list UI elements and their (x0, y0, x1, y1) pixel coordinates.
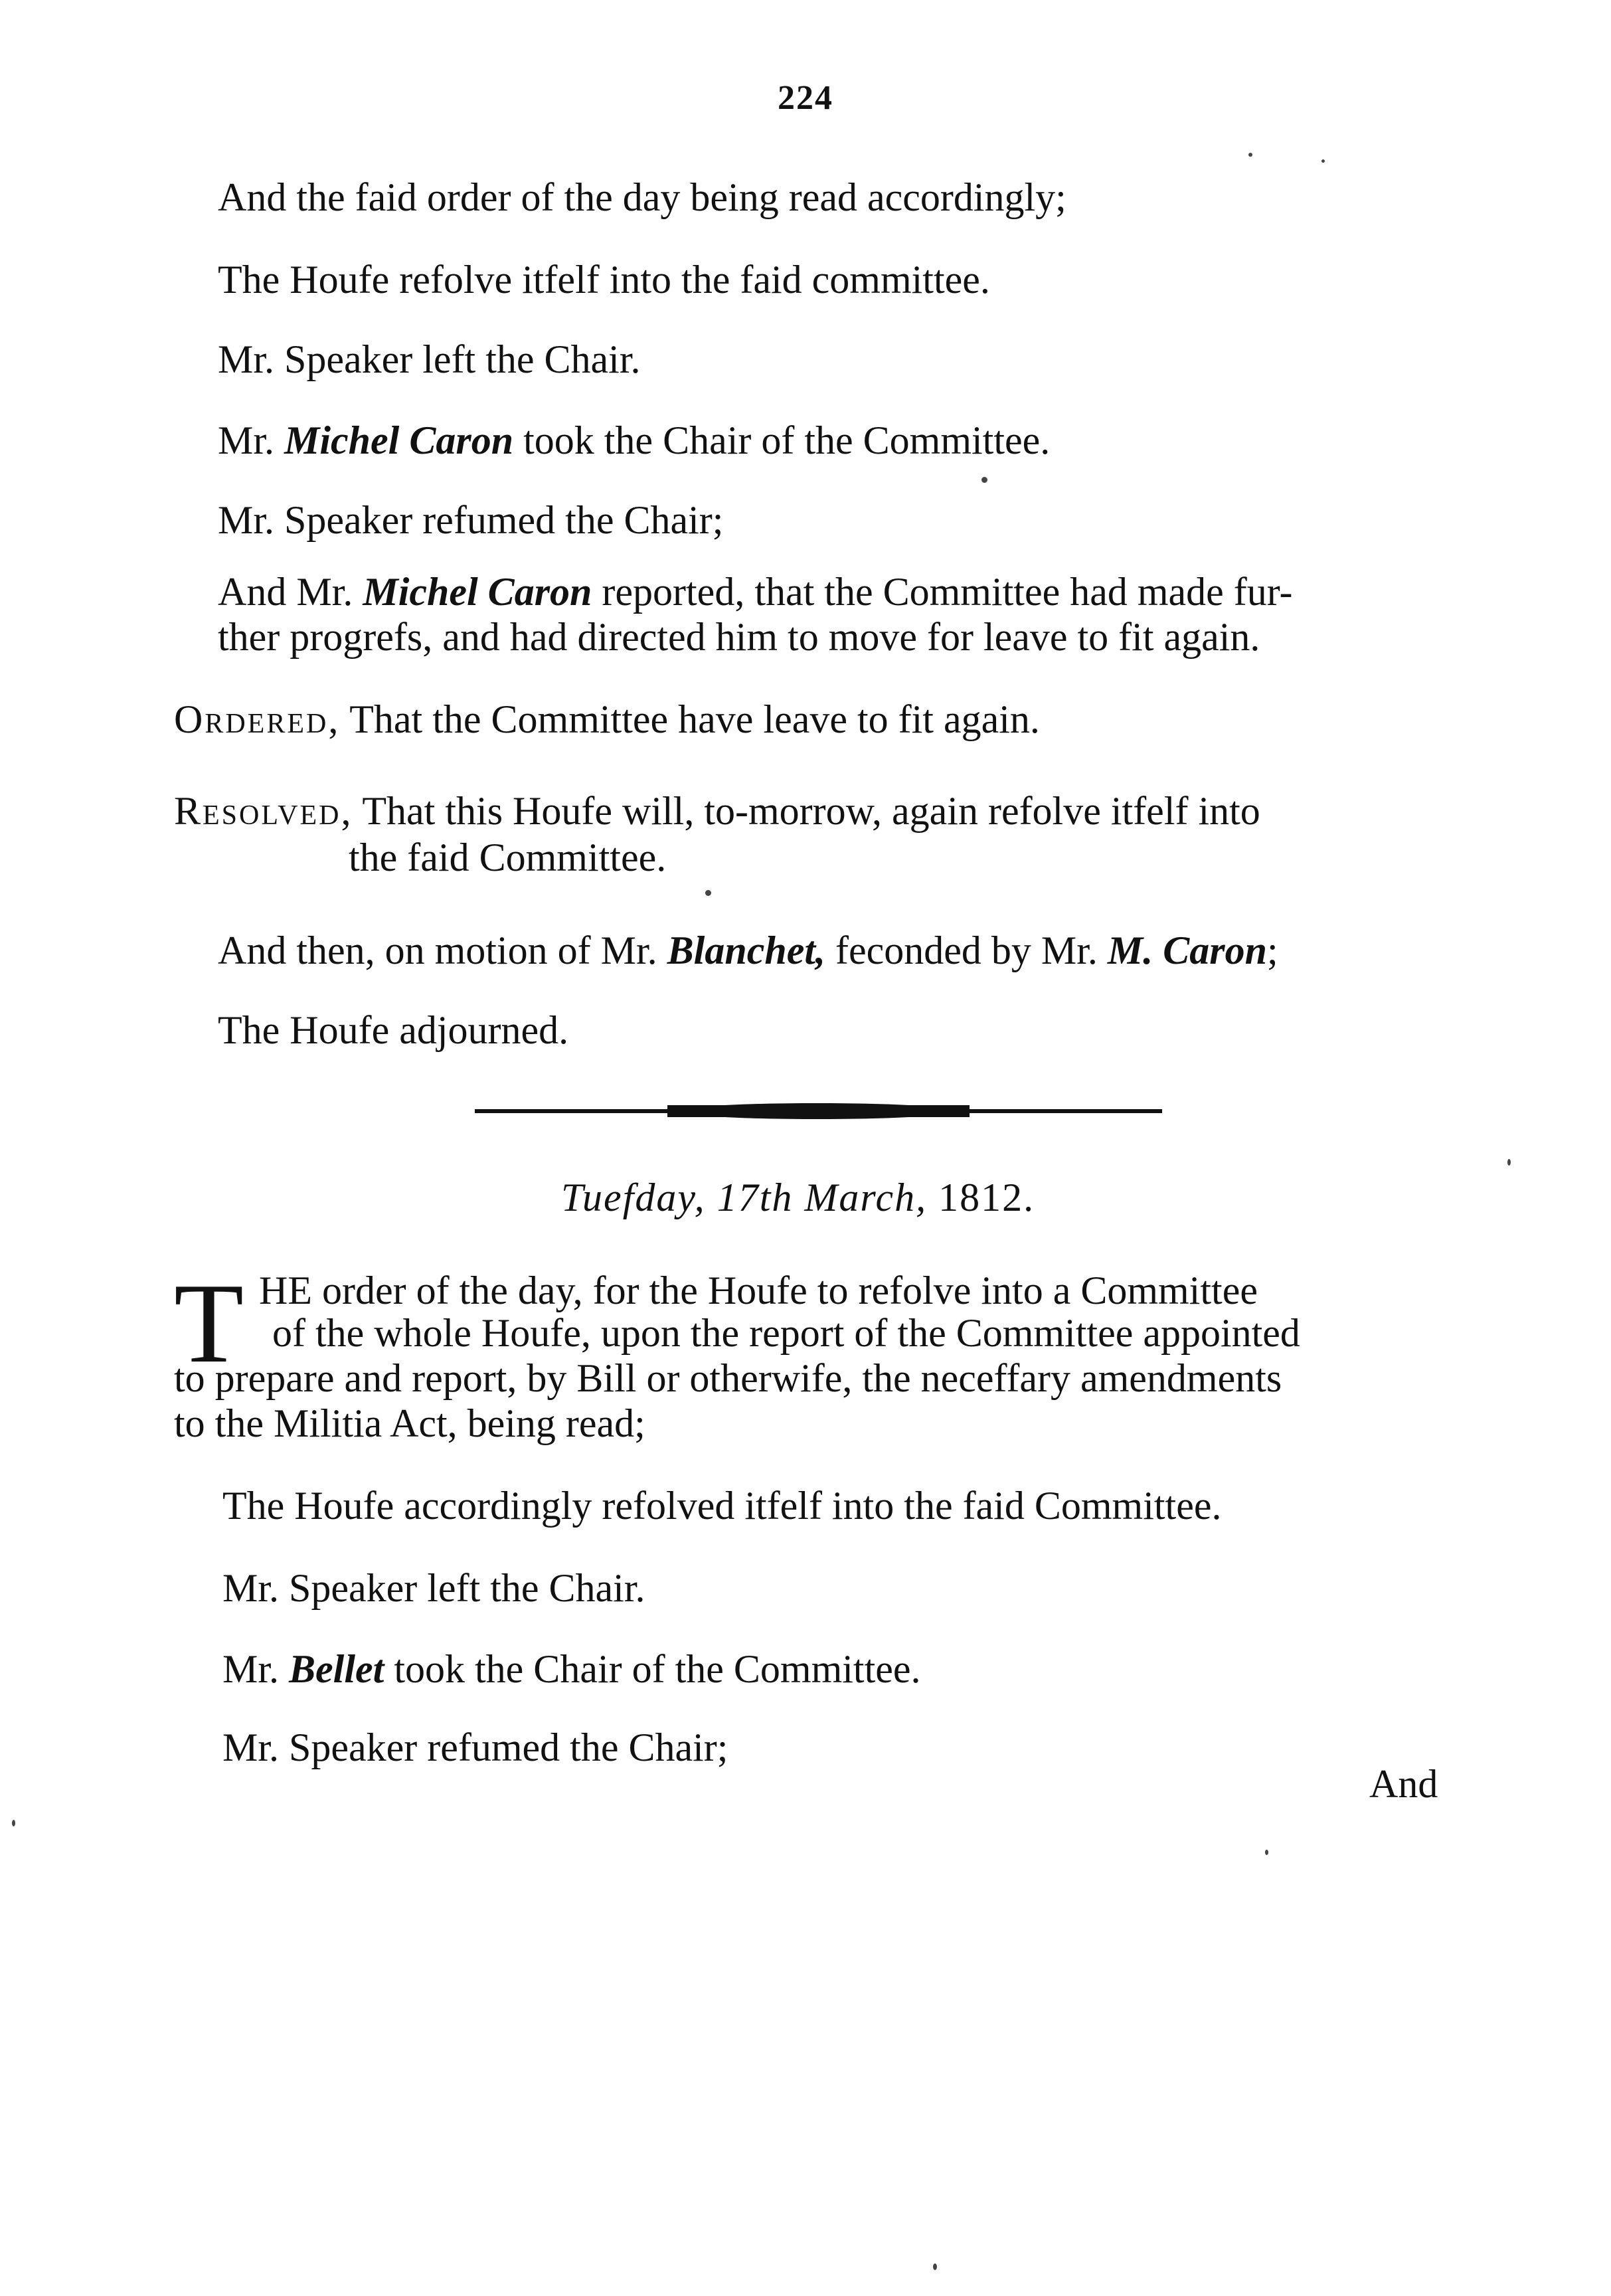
member-name: Michel Caron (284, 418, 514, 462)
date-heading (561, 1174, 1035, 1221)
resolved-label: Resolved, (174, 789, 353, 833)
text: took the Chair of the Committee. (513, 418, 1051, 462)
para-line-3: to prepare and report, by Bill or otherwife, the neceffary amendments (174, 1356, 1282, 1400)
catchword: And (1369, 1762, 1438, 1806)
text: took the Chair of the Committee. (384, 1647, 921, 1691)
ink-speck (1507, 1159, 1511, 1166)
ink-speck (981, 477, 987, 483)
text: feconded by Mr. (825, 928, 1108, 972)
line-caron-reported (218, 569, 1293, 615)
text: That this Houfe will, to-morrow, again refolve itfelf into (353, 789, 1260, 833)
date-text: 17th March, (705, 1176, 928, 1219)
para-line-4: to the Militia Act, being read; (174, 1401, 645, 1445)
line-speaker-left: Mr. Speaker left the Chair. (218, 337, 641, 381)
line-house-resolved: The Houfe accordingly refolved itfelf into the faid Committee. (222, 1484, 1222, 1528)
line-resolved (174, 788, 1260, 834)
member-name: Michel Caron (363, 570, 592, 614)
line-bellet-chair (222, 1646, 921, 1692)
ink-speck (1248, 153, 1252, 157)
text: And then, on motion of Mr. (218, 928, 667, 972)
section-divider-center (677, 1103, 956, 1119)
line-order-read: And the faid order of the day being read accordingly; (218, 175, 1066, 219)
text: And Mr. (218, 570, 363, 614)
ordered-label: Ordered, (174, 697, 341, 741)
ink-speck (1265, 1850, 1268, 1855)
para-line-1: HE order of the day, for the Houfe to refolve into a Committee (259, 1269, 1258, 1312)
text: ; (1267, 928, 1278, 972)
member-name: M. Caron (1107, 928, 1267, 972)
text: That the Committee have leave to fit again. (340, 697, 1040, 741)
ink-speck (705, 890, 711, 896)
member-name: Bellet (289, 1647, 384, 1691)
date-day: Tuefday, (561, 1176, 706, 1219)
line-caron-chair (218, 417, 1050, 464)
text: reported, that the Committee had made fur- (592, 570, 1293, 614)
line-ordered (174, 696, 1040, 743)
line-adjourned: The Houfe adjourned. (218, 1008, 569, 1052)
line-house-resolve: The Houfe refolve itfelf into the faid committee. (218, 258, 990, 302)
para-line-2: of the whole Houfe, upon the report of the Committee appointed (272, 1311, 1300, 1355)
line-motion (218, 927, 1278, 974)
page-number: 224 (778, 79, 833, 117)
line-said-committee: the faid Committee. (349, 836, 667, 879)
date-year: 1812. (927, 1176, 1035, 1219)
drop-cap: T (174, 1261, 244, 1387)
line-progress: ther progrefs, and had directed him to move for leave to fit again. (218, 615, 1260, 659)
text: Mr. (218, 418, 285, 462)
ink-speck (12, 1820, 15, 1826)
text: Mr. (222, 1647, 290, 1691)
member-name: Blanchet, (667, 928, 825, 972)
ink-speck (1321, 159, 1325, 163)
ink-speck (933, 2263, 937, 2270)
line-speaker-resumed-2: Mr. Speaker refumed the Chair; (222, 1725, 728, 1769)
line-speaker-left-2: Mr. Speaker left the Chair. (222, 1566, 645, 1610)
line-speaker-resumed: Mr. Speaker refumed the Chair; (218, 498, 724, 542)
